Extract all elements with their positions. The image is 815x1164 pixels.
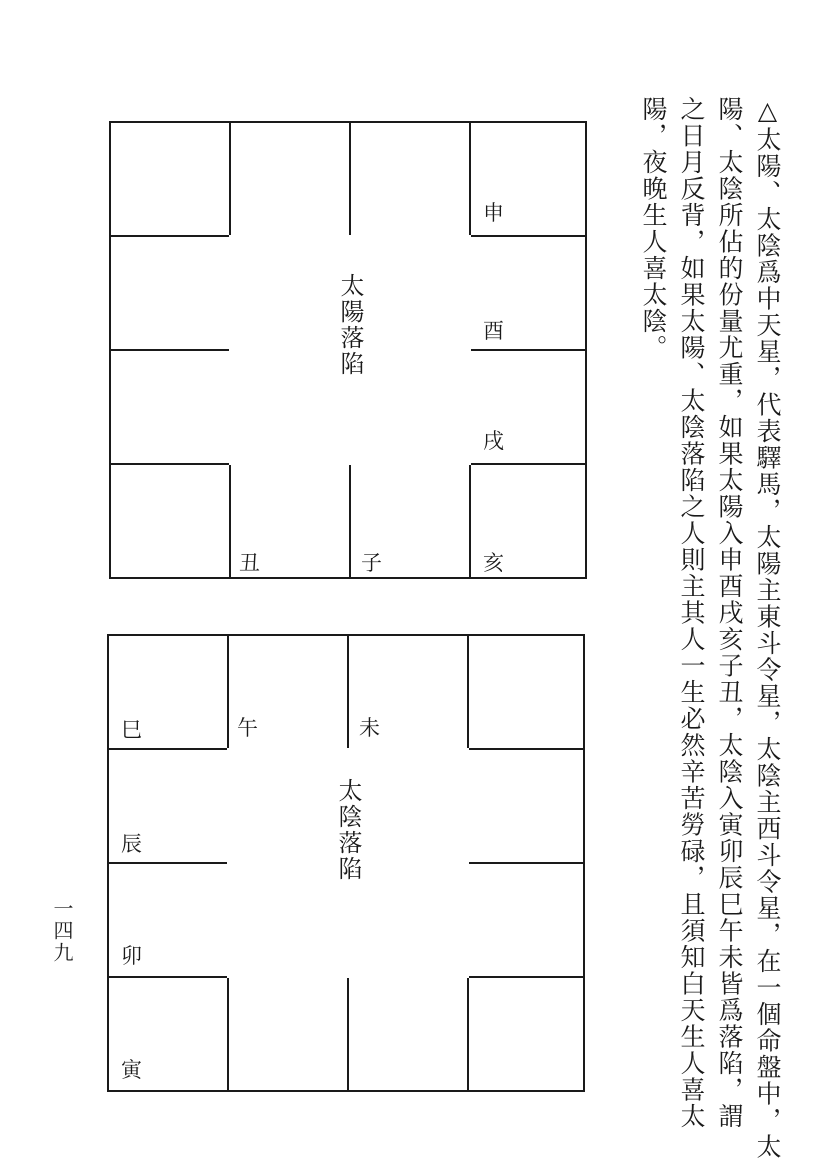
cell-mao [109,349,231,465]
text-column-1: △太陽、太陰爲中天星，代表驛馬，太陽主東斗令星，太陰主西斗令星，在一個命盤中，太 [753,96,782,1160]
branch-yin-label: 寅 [121,1058,142,1082]
cell-xu [467,862,585,978]
branch-mao-label: 卯 [121,944,142,968]
cell-wei [349,121,471,237]
branch-hai-label: 亥 [483,551,504,575]
cell-chen [107,748,229,864]
chart-sun-center [229,235,471,465]
cell-hai [467,976,585,1092]
body-text [620,96,782,1160]
text-column-4: 陽，夜晚生人喜太陰。 [639,96,668,361]
cell-wu [227,634,349,750]
branch-zi-label: 子 [361,551,382,575]
cell-chou [227,976,349,1092]
chart-moon-fallen [107,634,585,1092]
branch-chou-label: 丑 [239,551,260,575]
cell-shen [467,634,585,750]
cell-you [467,748,585,864]
cell-zi [349,463,471,579]
text-column-3: 之日月反背，如果太陽、太陰落陷之人則主其人一生必然辛苦勞碌，且須知白天生人喜太 [677,96,706,1130]
cell-hai [469,463,587,579]
branch-chen-label: 辰 [121,832,142,856]
branch-you-label: 酉 [483,319,504,343]
branch-wu-label: 午 [237,716,258,740]
cell-chou [229,463,351,579]
chart-sun-fallen [109,121,587,579]
text-column-2: 陽、太陰所佔的份量尤重，如果太陽入申酉戌亥子丑，太陰入寅卯辰巳午未皆爲落陷，謂 [715,96,744,1130]
cell-si [107,634,229,750]
cell-xu [469,349,587,465]
branch-xu-label: 戌 [483,429,504,453]
branch-shen-label: 申 [483,201,504,225]
cell-yin [107,976,229,1092]
page-number: 一四九 [50,898,74,964]
cell-wei [347,634,469,750]
chart-moon-center-label: 太陰落陷 [334,778,362,882]
chart-moon-center [227,748,469,978]
cell-wu [229,121,351,237]
cell-mao [107,862,229,978]
branch-si-label: 巳 [121,718,142,742]
branch-wei-label: 未 [359,716,380,740]
chart-sun-center-label: 太陽落陷 [336,273,364,377]
cell-zi [347,976,469,1092]
cell-chen [109,235,231,351]
cell-si [109,121,231,237]
cell-you [469,235,587,351]
cell-yin [109,463,231,579]
cell-shen [469,121,587,237]
